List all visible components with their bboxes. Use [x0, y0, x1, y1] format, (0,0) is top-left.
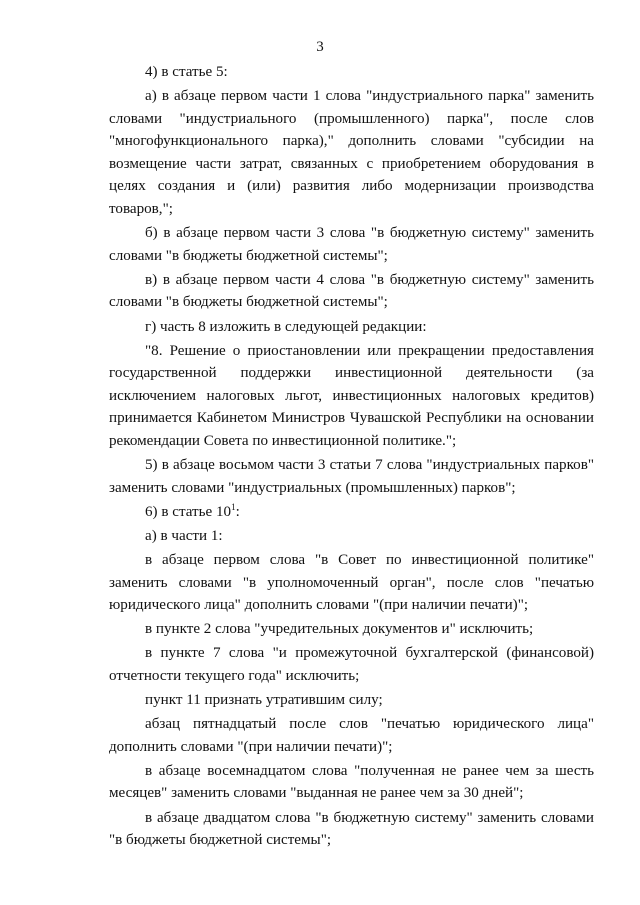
paragraph-first-abzac: в абзаце первом слова "в Совет по инвестиционной политике" заменить словами "в уполномоченный орган", после слов "печатью юридического лица" дополнить словами "(при наличии печати)";	[109, 551, 594, 614]
paragraph-4g: г) часть 8 изложить в следующей редакции:	[145, 318, 427, 335]
paragraph-abzac-15: абзац пятнадцатый после слов "печатью юридического лица" дополнить словами "(при наличии печати)";	[109, 716, 594, 755]
page-number: 3	[316, 39, 324, 55]
paragraph-6-prefix: 6) в статье 10	[145, 503, 232, 520]
paragraph-5: 5) в абзаце восьмом части 3 статьи 7 слова "индустриальных парков" заменить словами "индустриальных (промышленных) парков";	[109, 457, 594, 496]
paragraph-4v: в) в абзаце первом части 4 слова "в бюджетную систему" заменить словами "в бюджеты бюджетной системы";	[109, 271, 594, 311]
paragraph-abzac-18: в абзаце восемнадцатом слова "полученная не ранее чем за шесть месяцев" заменить словами "выданная не ранее чем за 30 дней";	[109, 762, 594, 802]
document-body	[109, 61, 594, 852]
paragraph-6	[109, 501, 594, 524]
paragraph-4b: б) в абзаце первом части 3 слова "в бюджетную систему" заменить словами "в бюджеты бюджетной системы";	[109, 225, 594, 264]
paragraph-6-suffix: :	[235, 503, 240, 520]
paragraph-abzac-20: в абзаце двадцатом слова "в бюджетную систему" заменить словами "в бюджеты бюджетной системы";	[109, 809, 594, 849]
paragraph-point-11: пункт 11 признать утратившим силу;	[145, 692, 383, 709]
paragraph-part-8: "8. Решение о приостановлении или прекращении предоставления государственной поддержки инвестиционной деятельности (за исключением налоговых льгот, инвестиционных налоговых кредитов) принимается Кабинетом Министров Чувашской Республики на основании рекомендации Совета по инвестиционной политике.";	[109, 342, 594, 449]
paragraph-point-2: в пункте 2 слова "учредительных документов и" исключить;	[145, 621, 534, 638]
paragraph-point-7: в пункте 7 слова "и промежуточной бухгалтерской (финансовой) отчетности текущего года" исключить;	[109, 645, 594, 684]
paragraph-4a: а) в абзаце первом части 1 слова "индустриального парка" заменить словами "индустриального (промышленного) парка", после слов "многофункционального парка)," дополнить словами "субсидии на возмещение части затрат, связанных с приобретением оборудования в целях создания и (или) развития либо модернизации производства товаров,";	[109, 88, 594, 218]
paragraph-4: 4) в статье 5:	[145, 64, 228, 80]
paragraph-6a: а) в части 1:	[145, 527, 223, 544]
paragraph-6-superscript: 1	[231, 501, 236, 512]
